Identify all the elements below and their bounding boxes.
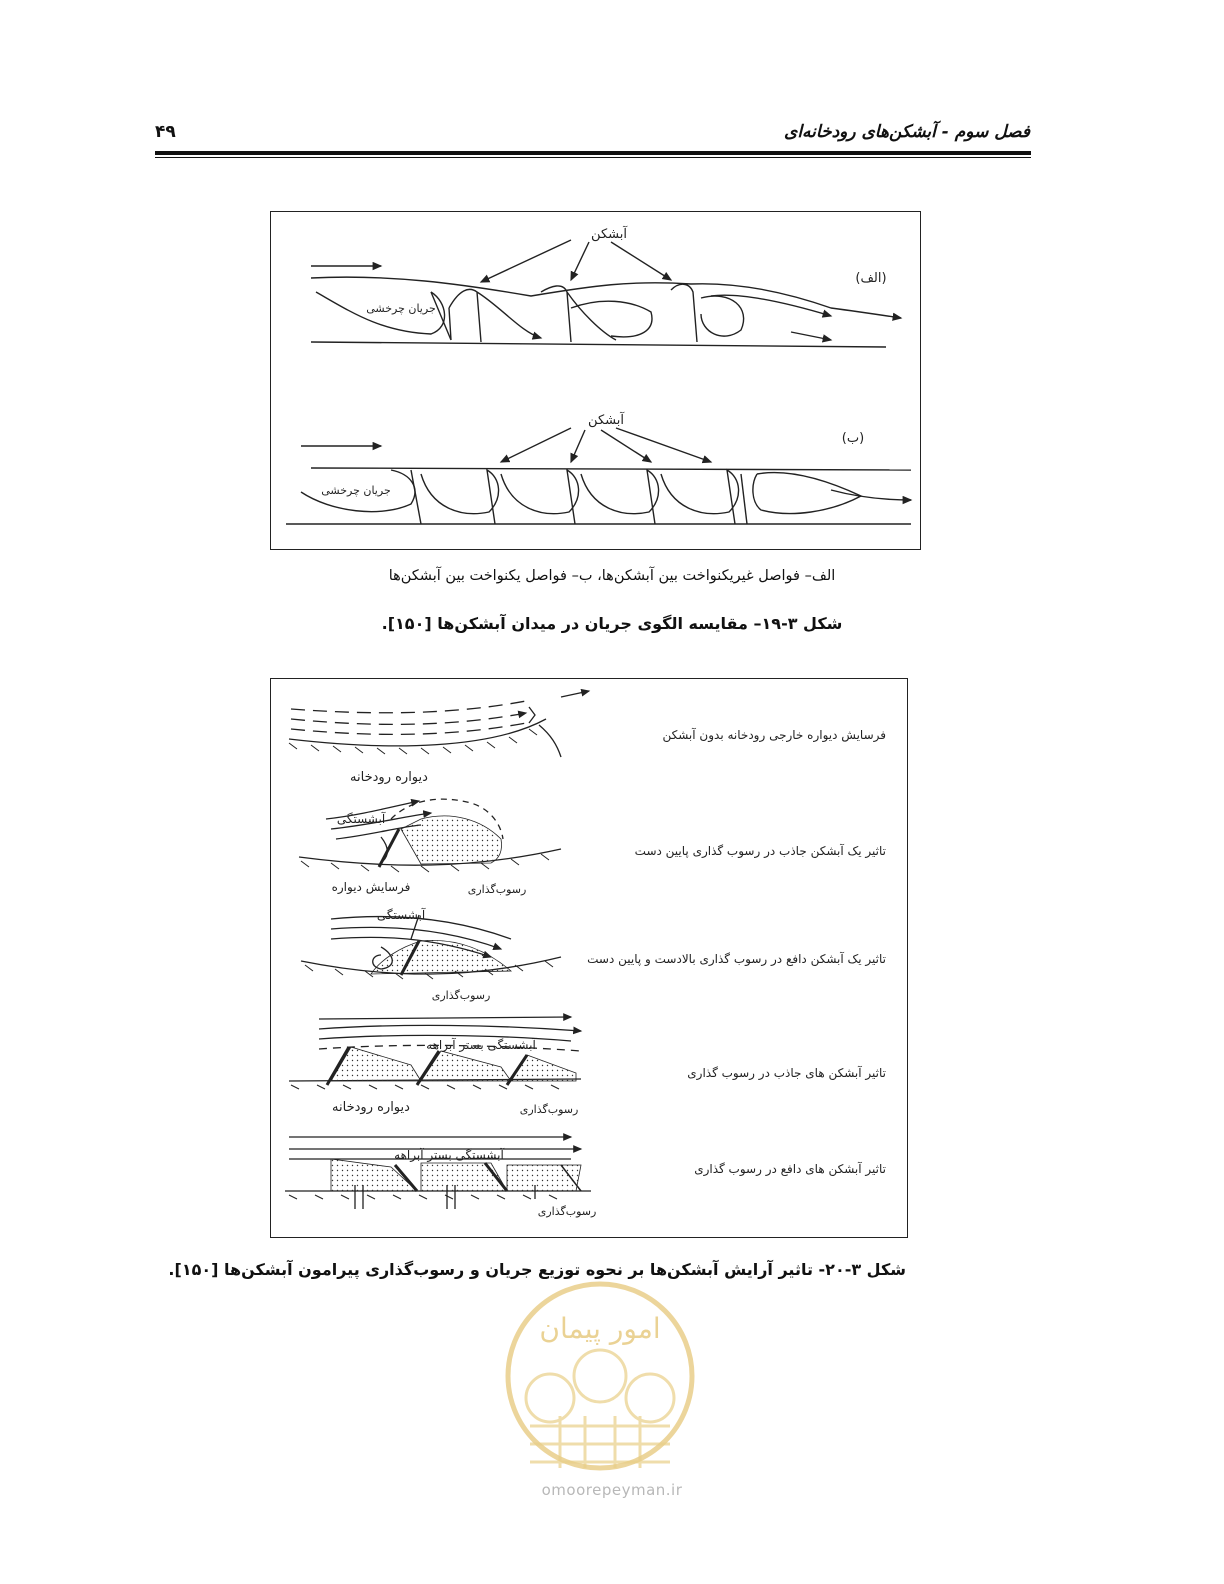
panel-b-spur-label: آبشکن (588, 413, 624, 428)
figure-19-frame (270, 211, 921, 550)
panel-b-tag: (ب) (841, 431, 865, 446)
panel-b-spur-6 (741, 474, 747, 524)
figure-19-subcaption: الف– فواصل غیریکنواخت بین آبشکن‌ها، ب– فواصل یکنواخت بین آبشکن‌ها (388, 568, 836, 584)
row5-scour-label: آبشستگی بستر آبراهه (394, 1148, 504, 1162)
row5-deposit-label: رسوب‌گذاری (537, 1205, 597, 1218)
figure-19-diagram (271, 212, 919, 548)
panel-a-bed-line (311, 342, 886, 347)
panel-a-tag: (الف) (855, 271, 887, 286)
row2-erosion-label: فرسایش دیواره (331, 880, 411, 894)
panel-a-spur-label: آبشکن (591, 227, 627, 242)
figure-20-diagram (271, 679, 906, 1236)
panel-b-eddy-label: جریان چرخشی (321, 484, 391, 497)
row4-deposit-label: رسوب‌گذاری (519, 1103, 579, 1116)
panel-b-spur-1 (411, 470, 421, 524)
panel-a-spur-2 (541, 286, 616, 342)
panel-b-spur-5 (661, 470, 739, 524)
panel-b-spur-4 (581, 470, 659, 524)
chapter-title: فصل سوم - آبشکن‌های رودخانه‌ای (784, 122, 1030, 142)
row1-bank-label: دیواره رودخانه (350, 770, 428, 785)
row2-scour-label: آبشستگی (336, 812, 386, 826)
panel-b-top-line (311, 468, 911, 470)
row5-description: تاثیر آبشکن های دافع در رسوب گذاری (694, 1162, 886, 1176)
panel-b-spur-3 (501, 470, 579, 524)
page-number: ۴۹ (155, 122, 176, 142)
figure-20-frame (270, 678, 908, 1238)
panel-a-spur-3 (671, 284, 697, 342)
row4-scour-label: آبشستگی بستر آبراهه (426, 1038, 536, 1052)
watermark-logo-icon (500, 1276, 700, 1476)
row3-description: تاثیر یک آبشکن دافع در رسوب گذاری بالادست و پایین دست (587, 952, 886, 966)
row2-deposit-label: رسوب‌گذاری (467, 883, 527, 896)
header-rule-thin (155, 157, 1031, 158)
row1-description: فرسایش دیواره خارجی رودخانه بدون آبشکن (662, 728, 886, 742)
row4-description: تاثیر آبشکن های جاذب در رسوب گذاری (687, 1066, 886, 1080)
watermark-url: omoorepeyman.ir (541, 1481, 683, 1499)
row4-bank-label: دیواره رودخانه (332, 1100, 410, 1115)
header-rule-thick (155, 151, 1031, 155)
row1-bank (289, 719, 546, 746)
figure-20-caption: شکل ۳-۲۰- تاثیر آرایش آبشکن‌ها بر نحوه توزیع جریان و رسوب‌گذاری پیرامون آبشکن‌ها [۱۵۰]. (168, 1260, 906, 1279)
watermark-logo-text: امور پیمان (539, 1312, 661, 1345)
panel-a-eddy-label: جریان چرخشی (366, 302, 436, 315)
figure-19-caption: شکل ۳-۱۹– مقایسه الگوی جریان در میدان آبشکن‌ها [۱۵۰]. (381, 614, 843, 633)
panel-b-spur-2 (421, 470, 499, 524)
row2-description: تاثیر یک آبشکن جاذب در رسوب گذاری پایین دست (634, 844, 886, 858)
row3-deposit-label: رسوب‌گذاری (431, 989, 491, 1002)
panel-a-spur-1 (431, 289, 481, 342)
row3-scour-label: آبشستگی (376, 908, 426, 922)
row2-spur (379, 829, 399, 867)
